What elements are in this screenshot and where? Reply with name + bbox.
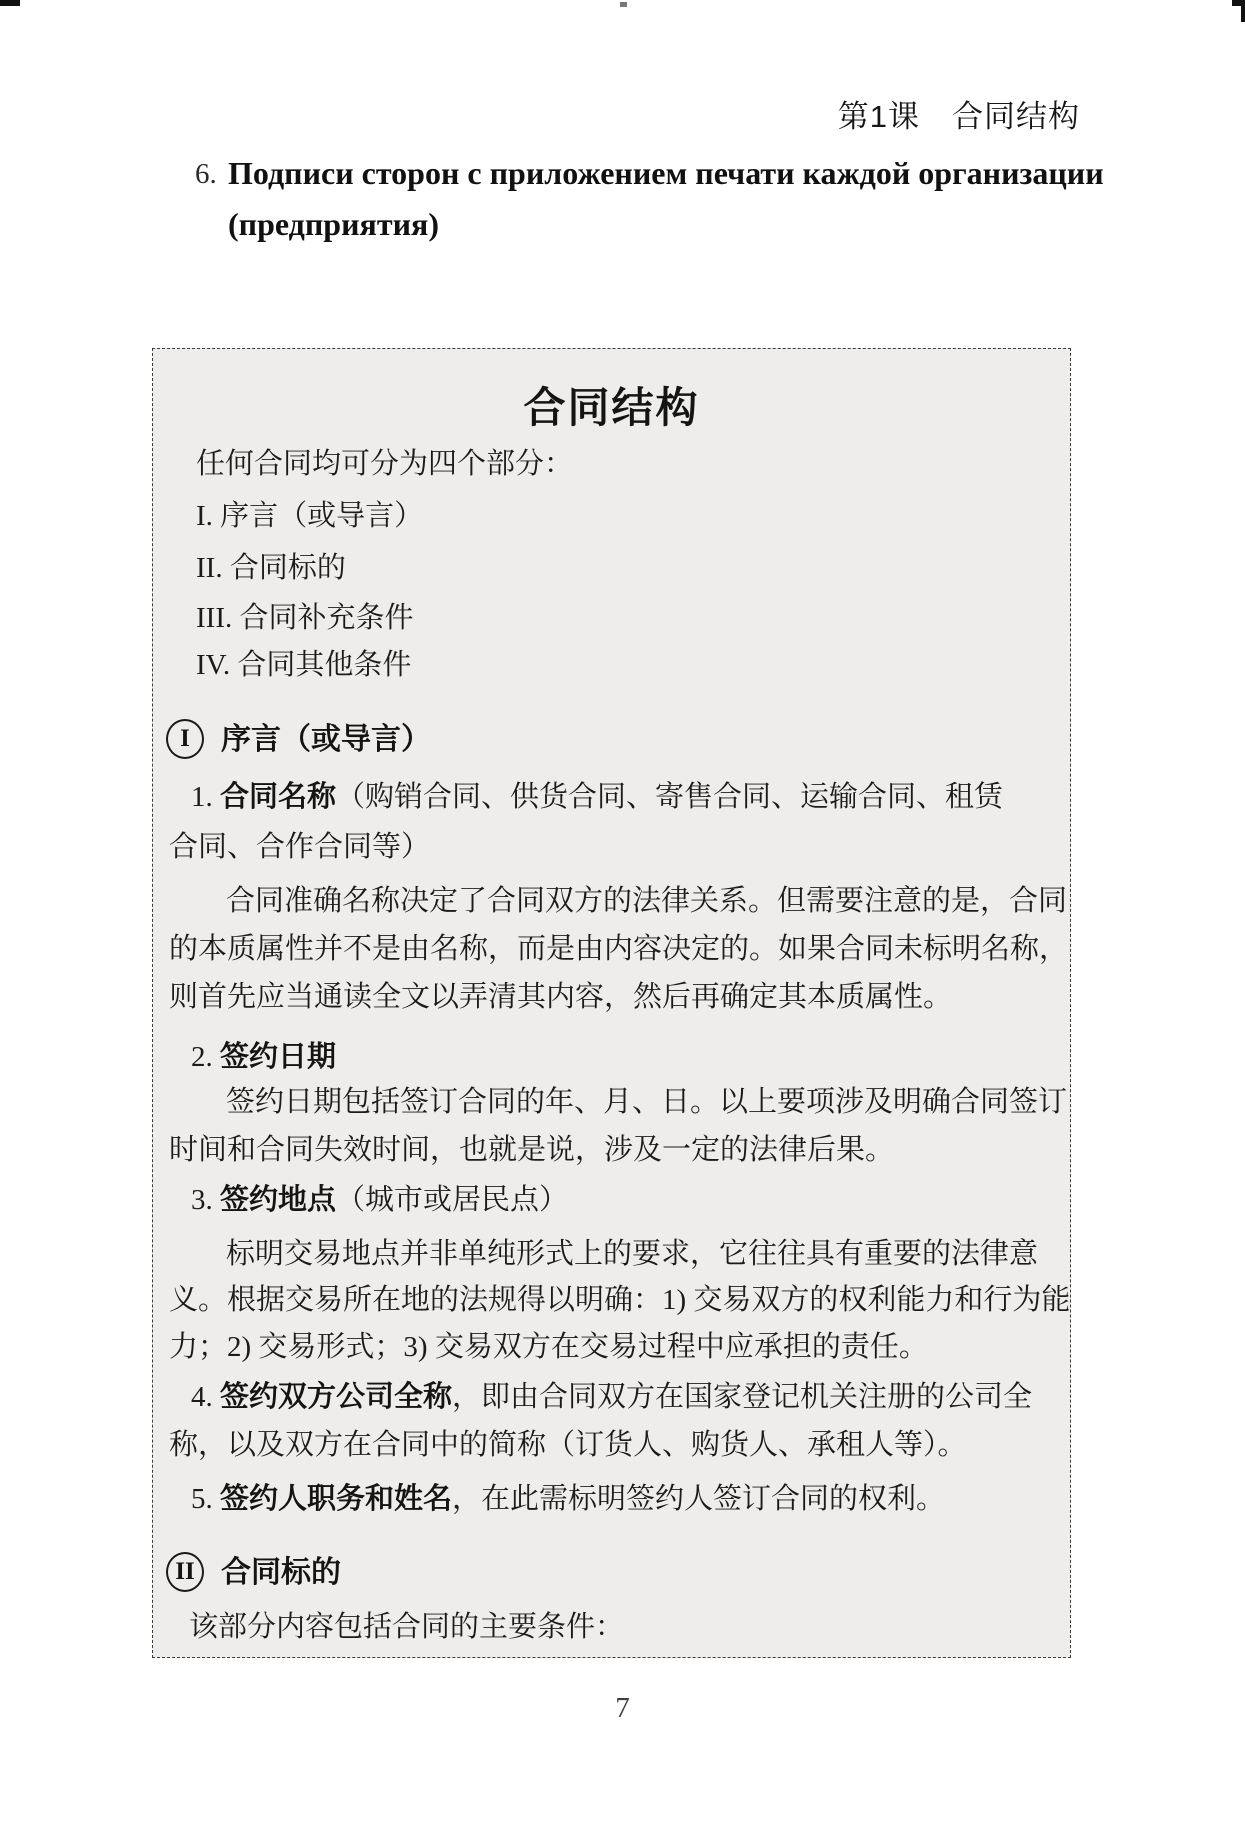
circled-numeral-i: I xyxy=(166,719,204,759)
item-3-number: 3. xyxy=(191,1184,220,1216)
outline-item-3: III. 合同补充条件 xyxy=(196,602,414,634)
paragraph-3-line-1: 标明交易地点并非单纯形式上的要求，它往往具有重要的法律意 xyxy=(226,1238,1039,1270)
paragraph-2-line-1: 签约日期包括签订合同的年、月、日。以上要项涉及明确合同签订 xyxy=(226,1086,1068,1118)
numbered-item-3 xyxy=(191,1182,568,1218)
outline-item-1: I. 序言（或导言） xyxy=(196,500,424,532)
paragraph-1-line-3: 则首先应当通读全文以弄清其内容，然后再确定其本质属性。 xyxy=(169,981,953,1013)
item-4-number: 4. xyxy=(191,1381,220,1413)
numbered-item-4-wrap: 称，以及双方在合同中的简称（订货人、购货人、承租人等）。 xyxy=(169,1429,967,1461)
outline-item-4: IV. 合同其他条件 xyxy=(196,649,412,681)
scan-artifact-top-left xyxy=(0,0,20,6)
box-intro: 任何合同均可分为四个部分： xyxy=(196,448,574,480)
numbered-item-2 xyxy=(191,1039,336,1075)
item-2-number: 2. xyxy=(191,1041,220,1073)
item-3-term: 签约地点 xyxy=(220,1184,337,1216)
paragraph-2-line-2: 时间和合同失效时间，也就是说，涉及一定的法律后果。 xyxy=(169,1134,895,1166)
item-4-detail: ，即由合同双方在国家登记机关注册的公司全 xyxy=(452,1381,1033,1413)
closing-line: 该部分内容包括合同的主要条件： xyxy=(189,1611,625,1643)
contract-structure-box xyxy=(152,348,1071,1658)
numbered-item-5 xyxy=(191,1481,945,1517)
list-item-6-text: Подписи сторон с приложением печати каждой организации xyxy=(228,155,1104,191)
section-2-heading: 合同标的 xyxy=(221,1556,341,1589)
paragraph-3-line-3: 力；2) 交易形式；3) 交易双方在交易过程中应承担的责任。 xyxy=(169,1331,928,1363)
circled-numeral-ii: II xyxy=(166,1552,204,1592)
item-1-term: 合同名称 xyxy=(220,781,337,813)
numbered-item-1 xyxy=(191,779,1003,815)
item-3-detail: （城市或居民点） xyxy=(336,1184,569,1216)
item-2-term: 签约日期 xyxy=(220,1041,337,1073)
scan-artifact-top-center xyxy=(620,2,627,7)
outline-item-2: II. 合同标的 xyxy=(196,552,346,584)
item-4-term: 签约双方公司全称 xyxy=(220,1381,453,1413)
list-item-6-continuation: (предприятия) xyxy=(228,206,439,242)
numbered-item-1-wrap: 合同、合作合同等） xyxy=(169,831,431,863)
item-5-number: 5. xyxy=(191,1483,220,1515)
page-header: 第1课 合同结构 xyxy=(837,99,1080,134)
paragraph-1-line-1: 合同准确名称决定了合同双方的法律关系。但需要注意的是，合同 xyxy=(226,885,1068,917)
paragraph-1-line-2: 的本质属性并不是由名称，而是由内容决定的。如果合同未标明名称， xyxy=(169,933,1069,965)
list-item-6-number: 6. xyxy=(195,158,217,190)
scan-artifact-top-right-tick xyxy=(1241,0,1245,22)
item-5-detail: ，在此需标明签约人签订合同的权利。 xyxy=(452,1483,946,1515)
section-1-heading: 序言（或导言） xyxy=(221,723,431,756)
item-1-number: 1. xyxy=(191,781,220,813)
item-5-term: 签约人职务和姓名 xyxy=(220,1483,453,1515)
numbered-item-4 xyxy=(191,1379,1032,1415)
page-number: 7 xyxy=(615,1692,630,1724)
paragraph-3-line-2: 义。根据交易所在地的法规得以明确：1) 交易双方的权利能力和行为能 xyxy=(169,1284,1071,1316)
box-title: 合同结构 xyxy=(523,384,700,431)
item-1-detail: （购销合同、供货合同、寄售合同、运输合同、租赁 xyxy=(336,781,1004,813)
